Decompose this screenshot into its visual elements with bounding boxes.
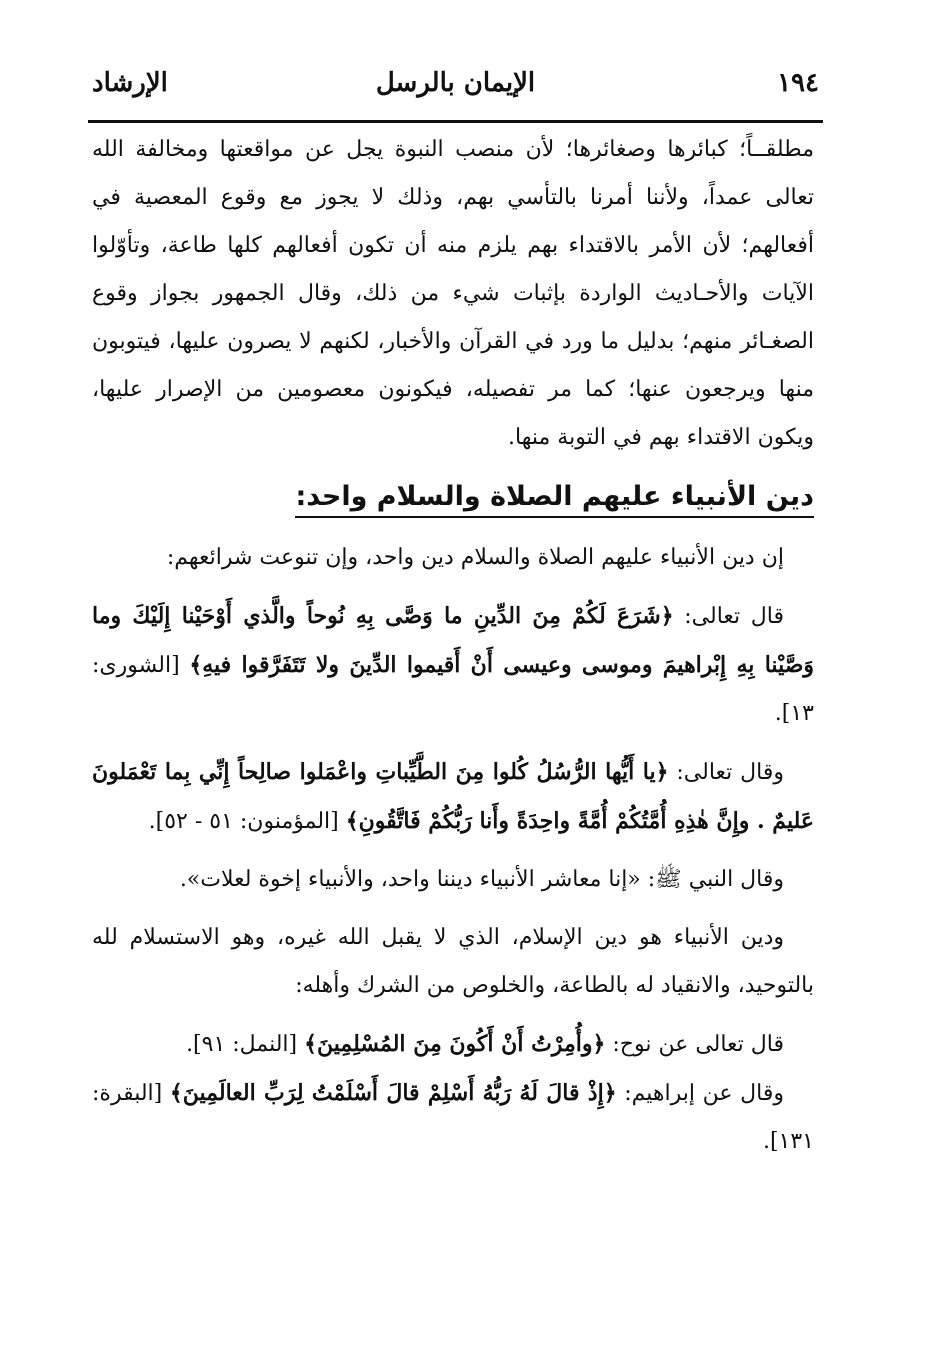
paragraph-verse-naml — [92, 1020, 814, 1069]
paragraph-hadith: وقال النبي ﷺ: «إنا معاشر الأنبياء ديننا واحد، والأنبياء إخوة لعلات». — [179, 867, 784, 892]
page-number: ١٩٤ — [777, 68, 819, 98]
verse-quote: ﴿وأُمِرْتُ أَنْ أَكُونَ مِنَ المُسْلِمِينَ﴾ — [304, 1031, 606, 1057]
verse-reference: [المؤمنون: ٥١ - ٥٢]. — [148, 809, 346, 834]
verse-quote: ﴿إِذْ قالَ لَهُ رَبُّهُ أَسْلِمْ قالَ أَسْلَمْتُ لِرَبِّ العالَمِينَ﴾ — [169, 1080, 617, 1106]
verse-quote: ﴿شَرَعَ لَكُمْ مِنَ الدِّينِ ما وَصَّى بِهِ نُوحاً والَّذي أَوْحَيْنا إِلَيْكَ وما وَصَّيْنا بِهِ إِبْراهيمَ وموسى وعيسى أَنْ أَقيموا الدِّينَ ولا تَتَفَرَّقوا فيهِ﴾ — [92, 603, 815, 678]
verse-reference: [النمل: ٩١]. — [186, 1032, 305, 1057]
verse-lead: قال تعالى: — [673, 604, 784, 629]
section-heading — [92, 472, 814, 522]
verse-reference: [الشورى: ١٣]. — [92, 653, 814, 726]
page-body — [92, 126, 814, 1166]
verse-lead: وقال تعالى: — [668, 760, 784, 785]
paragraph-verse-muminun — [92, 748, 814, 846]
paragraph-verse-baqara — [92, 1069, 814, 1166]
verse-quote: ﴿يا أَيُّها الرُّسُلُ كُلوا مِنَ الطَّيِّباتِ واعْمَلوا صالِحاً إِنِّي بِما تَعْمَلونَ عَليمٌ . وإِنَّ هٰذِهِ أُمَّتُكُمْ أُمَّةً واحِدَةً وأَنا رَبُّكُمْ فَاتَّقُونِ﴾ — [92, 759, 814, 834]
paragraph-intro: إن دين الأنبياء عليهم الصلاة والسلام دين واحد، وإن تنوعت شرائعهم: — [166, 545, 784, 570]
verse-lead: وقال عن إبراهيم: — [616, 1081, 784, 1106]
paragraph-verse-shura — [92, 592, 814, 738]
book-title: الإرشاد — [92, 68, 168, 98]
verse-reference: [البقرة: ١٣١]. — [92, 1081, 814, 1154]
paragraph-islam: ودين الأنبياء هو دين الإسلام، الذي لا يقبل الله غيره، وهو الاستسلام لله بالتوحيد، والانقياد له بالطاعة، والخلوص من الشرك وأهله: — [92, 925, 814, 998]
paragraph-continuation: مطلقــاً؛ كبائرها وصغائرها؛ لأن منصب النبوة يجل عن مواقعتها ومخالفة الله تعالى عمداً، ولأننا أمرنا بالتأسي بهم، وذلك لا يجوز مع وقوع المعصية في أفعالهم؛ لأن الأمر بالاقتداء بهم يلزم منه أن تكون أفعالهم كلها طاعة، وتأوّلوا الآيات والأحـاديث الواردة بإثبات شيء من ذلك، وقال الجمهور بجواز وقوع الصغـائر منهم؛ بدليل ما ورد في القرآن والأخبار، لكنهم لا يصرون عليها، فيتوبون منها ويرجعون عنها؛ كما مر تفصيله، فيكونون معصومين من الإصرار عليها، ويكون الاقتداء بهم في التوبة منها. — [92, 137, 814, 450]
verse-lead: قال تعالى عن نوح: — [605, 1032, 784, 1057]
section-heading-text: دين الأنبياء عليهم الصلاة والسلام واحد: — [295, 481, 814, 518]
page-header — [88, 60, 823, 116]
header-rule — [88, 120, 823, 123]
running-title: الإيمان بالرسل — [375, 68, 536, 98]
